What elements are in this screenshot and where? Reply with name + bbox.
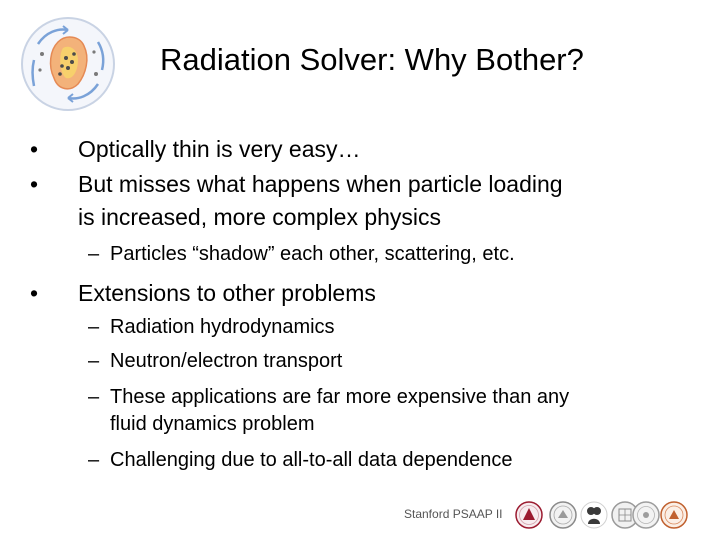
footer-label: Stanford PSAAP II bbox=[404, 507, 503, 521]
sub-bullet-text: fluid dynamics problem bbox=[110, 413, 315, 435]
sub-bullet-text: Radiation hydrodynamics bbox=[110, 316, 335, 338]
bullet-text: Optically thin is very easy… bbox=[78, 136, 361, 162]
radiation-particle-logo-icon bbox=[18, 14, 118, 114]
bullet-dot: • bbox=[30, 280, 39, 306]
slide-title: Radiation Solver: Why Bother? bbox=[160, 42, 584, 77]
bullet-text: Extensions to other problems bbox=[78, 280, 376, 306]
sub-bullet-text: Neutron/electron transport bbox=[110, 350, 343, 372]
sub-bullet-dash: – bbox=[88, 449, 100, 471]
university-seal-icon-5 bbox=[631, 500, 661, 530]
sub-bullet-dash: – bbox=[88, 350, 100, 372]
bullet-dot: • bbox=[30, 171, 39, 197]
bullet-dot: • bbox=[30, 136, 39, 162]
bullet-text: But misses what happens when particle loading bbox=[78, 171, 563, 197]
sub-bullet-text: Particles “shadow” each other, scattering, etc. bbox=[110, 243, 515, 265]
sub-bullet-dash: – bbox=[88, 386, 100, 408]
sub-bullet-text: These applications are far more expensive than any bbox=[110, 386, 570, 408]
sub-bullet-dash: – bbox=[88, 316, 100, 338]
university-seal-icon-2 bbox=[548, 500, 578, 530]
sub-bullet-dash: – bbox=[88, 243, 100, 265]
sub-bullet-text: Challenging due to all-to-all data dependence bbox=[110, 449, 513, 471]
bullet-text: is increased, more complex physics bbox=[78, 204, 442, 230]
university-seal-icon-6 bbox=[659, 500, 689, 530]
university-seal-icon-3 bbox=[579, 500, 609, 530]
university-seal-icon-1 bbox=[514, 500, 544, 530]
